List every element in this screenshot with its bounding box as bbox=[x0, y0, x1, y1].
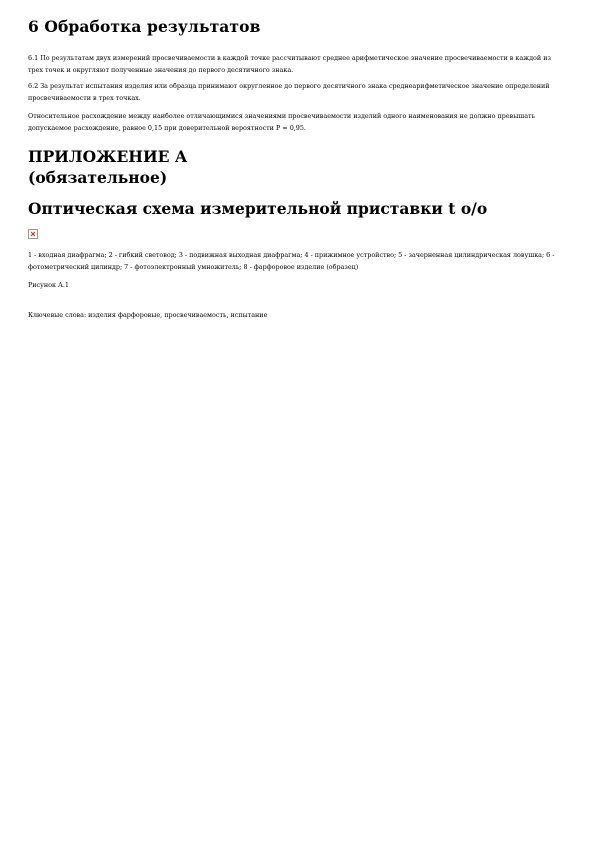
scheme-title: Оптическая схема измерительной приставки t o/o bbox=[28, 199, 488, 218]
paragraph-relative-divergence: Относительное расхождение между наиболее отличающимися значениями просвечиваемости изделий одного наименования не должно превышать допускаемое расхождение, равное 0,15 при доверительной вероятности P = 0,95. bbox=[28, 112, 536, 132]
appendix-heading-line2: (обязательное) bbox=[28, 168, 168, 187]
keywords: Ключевые слова: изделия фарфоровые, просвечиваемость, испытание bbox=[28, 311, 268, 319]
paragraph-6-1: 6.1 По результатам двух измерений просвечиваемости в каждой точке рассчитывают среднее арифметическое значение просвечиваемости в каждой из трех точек и округляют полученные значения до первого десятичного знака. bbox=[28, 54, 551, 74]
figure-caption: 1 - входная диафрагма; 2 - гибкий световод; 3 - подвижная выходная диафрагма; 4 - прижимное устройство; 5 - зачерненная цилиндрическая ловушка; 6 - фотометрический цилиндр; 7 - фотоэлектронный умножитель; 8 - фарфоровое изделие (образец) bbox=[28, 251, 555, 271]
appendix-heading bbox=[28, 146, 187, 188]
section-title: 6 Обработка результатов bbox=[28, 17, 261, 36]
paragraph-6-2: 6.2 За результат испытания изделия или образца принимают округленное до первого десятичного знака среднеарифметическое значение определений просвечиваемости в трех точках. bbox=[28, 82, 550, 102]
figure-label: Рисунок А.1 bbox=[28, 281, 69, 289]
appendix-heading-line1: ПРИЛОЖЕНИЕ А bbox=[28, 147, 188, 166]
broken-image-icon bbox=[28, 229, 38, 239]
